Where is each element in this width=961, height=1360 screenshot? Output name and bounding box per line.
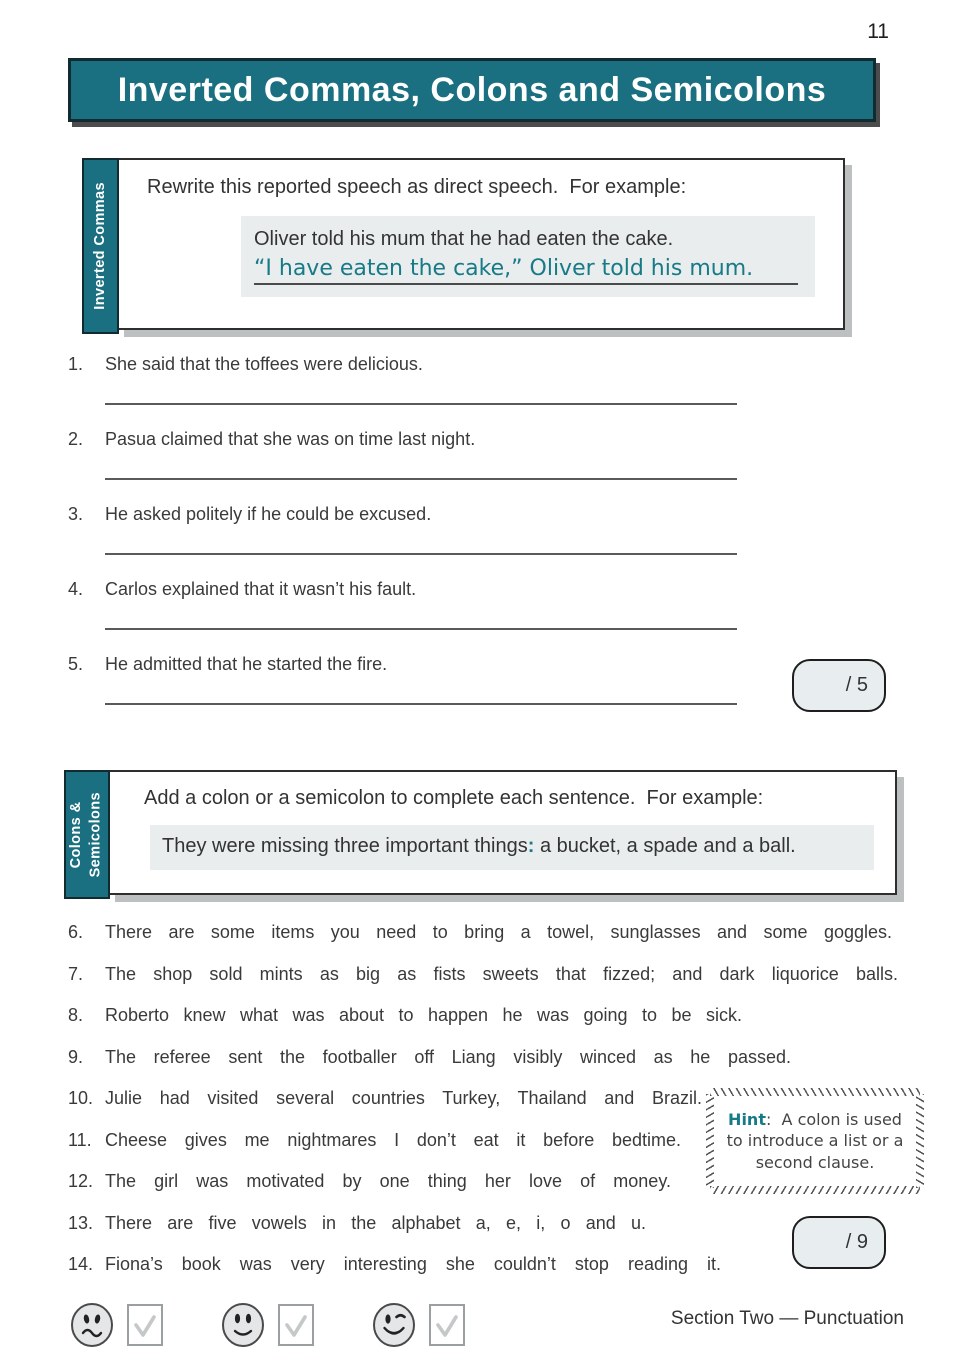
check-icon bbox=[434, 1311, 460, 1339]
question-text: There are five vowels in the alphabet a, e, i, o and u. bbox=[105, 1212, 646, 1233]
check-icon bbox=[283, 1311, 309, 1339]
inverted-commas-question-list bbox=[68, 352, 740, 727]
question-1 bbox=[68, 352, 740, 405]
self-assessment-confident bbox=[372, 1302, 465, 1348]
question-number: 5. bbox=[68, 654, 84, 674]
question-text: The girl was motivated by one thing her love of money. bbox=[105, 1171, 671, 1191]
question-number: 9. bbox=[68, 1046, 84, 1067]
question-6 bbox=[68, 920, 898, 944]
hint-text: Hint: A colon is used to introduce a list or a second clause. bbox=[726, 1110, 909, 1172]
score-box-colons-semicolons[interactable]: / 9 bbox=[792, 1216, 886, 1269]
answer-blank-line[interactable] bbox=[105, 403, 737, 405]
question-text: He asked politely if he could be excused. bbox=[105, 504, 432, 524]
hint-hatch-border bbox=[710, 1088, 920, 1096]
footer-section-label: Section Two — Punctuation bbox=[670, 1308, 904, 1329]
question-number: 6. bbox=[68, 922, 84, 942]
inverted-commas-example-block bbox=[241, 216, 815, 297]
confident-checkbox[interactable] bbox=[429, 1304, 465, 1346]
example-before-colon: They were missing three important things bbox=[162, 835, 528, 857]
question-4 bbox=[68, 577, 740, 630]
question-number: 7. bbox=[68, 963, 84, 984]
question-number: 14. bbox=[68, 1254, 94, 1274]
answer-blank-line[interactable] bbox=[105, 628, 737, 630]
question-text: Julie had visited several countries Turkey, Thailand and Brazil. bbox=[105, 1088, 702, 1108]
neutral-face-icon bbox=[221, 1302, 265, 1348]
question-text: He admitted that he started the fire. bbox=[105, 654, 388, 674]
question-text: The shop sold mints as big as fists sweets that fizzed; and dark liquorice balls. bbox=[105, 963, 898, 984]
self-assessment-okay bbox=[221, 1302, 314, 1348]
happy-wink-face-icon bbox=[372, 1302, 416, 1348]
hint-box bbox=[714, 1096, 916, 1186]
question-text: Fiona’s book was very interesting she couldn’t stop reading it. bbox=[105, 1254, 721, 1274]
page-number: 11 bbox=[867, 20, 889, 43]
inverted-commas-instruction: Rewrite this reported speech as direct speech. For example: bbox=[147, 176, 687, 198]
question-text: There are some items you need to bring a towel, sunglasses and some goggles. bbox=[105, 922, 892, 942]
question-13 bbox=[68, 1211, 898, 1235]
answer-blank-line[interactable] bbox=[105, 553, 737, 555]
colons-semicolons-tab-label: Colons & Semicolons bbox=[68, 791, 104, 878]
question-number: 12. bbox=[68, 1171, 94, 1191]
question-8 bbox=[68, 1003, 898, 1027]
answer-blank-line[interactable] bbox=[105, 478, 737, 480]
question-2 bbox=[68, 427, 740, 480]
question-number: 2. bbox=[68, 429, 84, 449]
question-5 bbox=[68, 652, 740, 705]
hint-hatch-border bbox=[916, 1094, 924, 1188]
hint-hatch-border bbox=[706, 1094, 714, 1188]
colons-semicolons-instruction: Add a colon or a semicolon to complete each sentence. For example: bbox=[144, 787, 764, 809]
unsure-checkbox[interactable] bbox=[127, 1304, 163, 1346]
question-3 bbox=[68, 502, 740, 555]
example-colon: : bbox=[527, 835, 535, 857]
question-number: 8. bbox=[68, 1005, 84, 1025]
inverted-commas-exercise-box bbox=[91, 158, 845, 330]
question-text: Cheese gives me nightmares I don’t eat it before bedtime. bbox=[105, 1129, 681, 1150]
inverted-commas-tab-label: Inverted Commas bbox=[91, 182, 108, 310]
unsure-face-icon bbox=[70, 1302, 114, 1348]
question-number: 13. bbox=[68, 1212, 94, 1233]
question-number: 1. bbox=[68, 354, 84, 374]
question-number: 4. bbox=[68, 579, 84, 599]
question-text: She said that the toffees were delicious. bbox=[105, 354, 423, 374]
score-box-inverted-commas[interactable]: / 5 bbox=[792, 659, 886, 712]
example-prompt: Oliver told his mum that he had eaten the cake. bbox=[254, 228, 674, 250]
question-text: Roberto knew what was about to happen he was going to be sick. bbox=[105, 1005, 742, 1025]
example-answer-handwritten: “I have eaten the cake,” Oliver told his mum. bbox=[254, 256, 798, 285]
self-assessment-unsure bbox=[70, 1302, 163, 1348]
okay-checkbox[interactable] bbox=[278, 1304, 314, 1346]
question-text: The referee sent the footballer off Liang visibly winced as he passed. bbox=[105, 1046, 791, 1067]
colons-semicolons-example-block bbox=[150, 825, 874, 870]
question-text: Pasua claimed that she was on time last night. bbox=[105, 429, 476, 449]
hint-hatch-border bbox=[710, 1186, 920, 1194]
question-number: 3. bbox=[68, 504, 84, 524]
question-number: 11. bbox=[68, 1129, 92, 1150]
hint-label: Hint bbox=[728, 1110, 766, 1130]
answer-blank-line[interactable] bbox=[105, 703, 737, 705]
question-9 bbox=[68, 1045, 898, 1069]
page-title: Inverted Commas, Colons and Semicolons bbox=[117, 70, 827, 109]
question-7 bbox=[68, 962, 898, 986]
colons-semicolons-tab bbox=[64, 770, 110, 899]
question-14 bbox=[68, 1252, 898, 1276]
question-number: 10. bbox=[68, 1088, 94, 1108]
example-after-colon: a bucket, a spade and a ball. bbox=[534, 835, 796, 857]
self-assessment-row bbox=[70, 1302, 509, 1348]
check-icon bbox=[132, 1311, 158, 1339]
colons-semicolons-exercise-box bbox=[68, 770, 897, 895]
question-text: Carlos explained that it wasn’t his fault. bbox=[105, 579, 417, 599]
inverted-commas-tab bbox=[82, 158, 119, 334]
title-banner bbox=[68, 58, 876, 122]
